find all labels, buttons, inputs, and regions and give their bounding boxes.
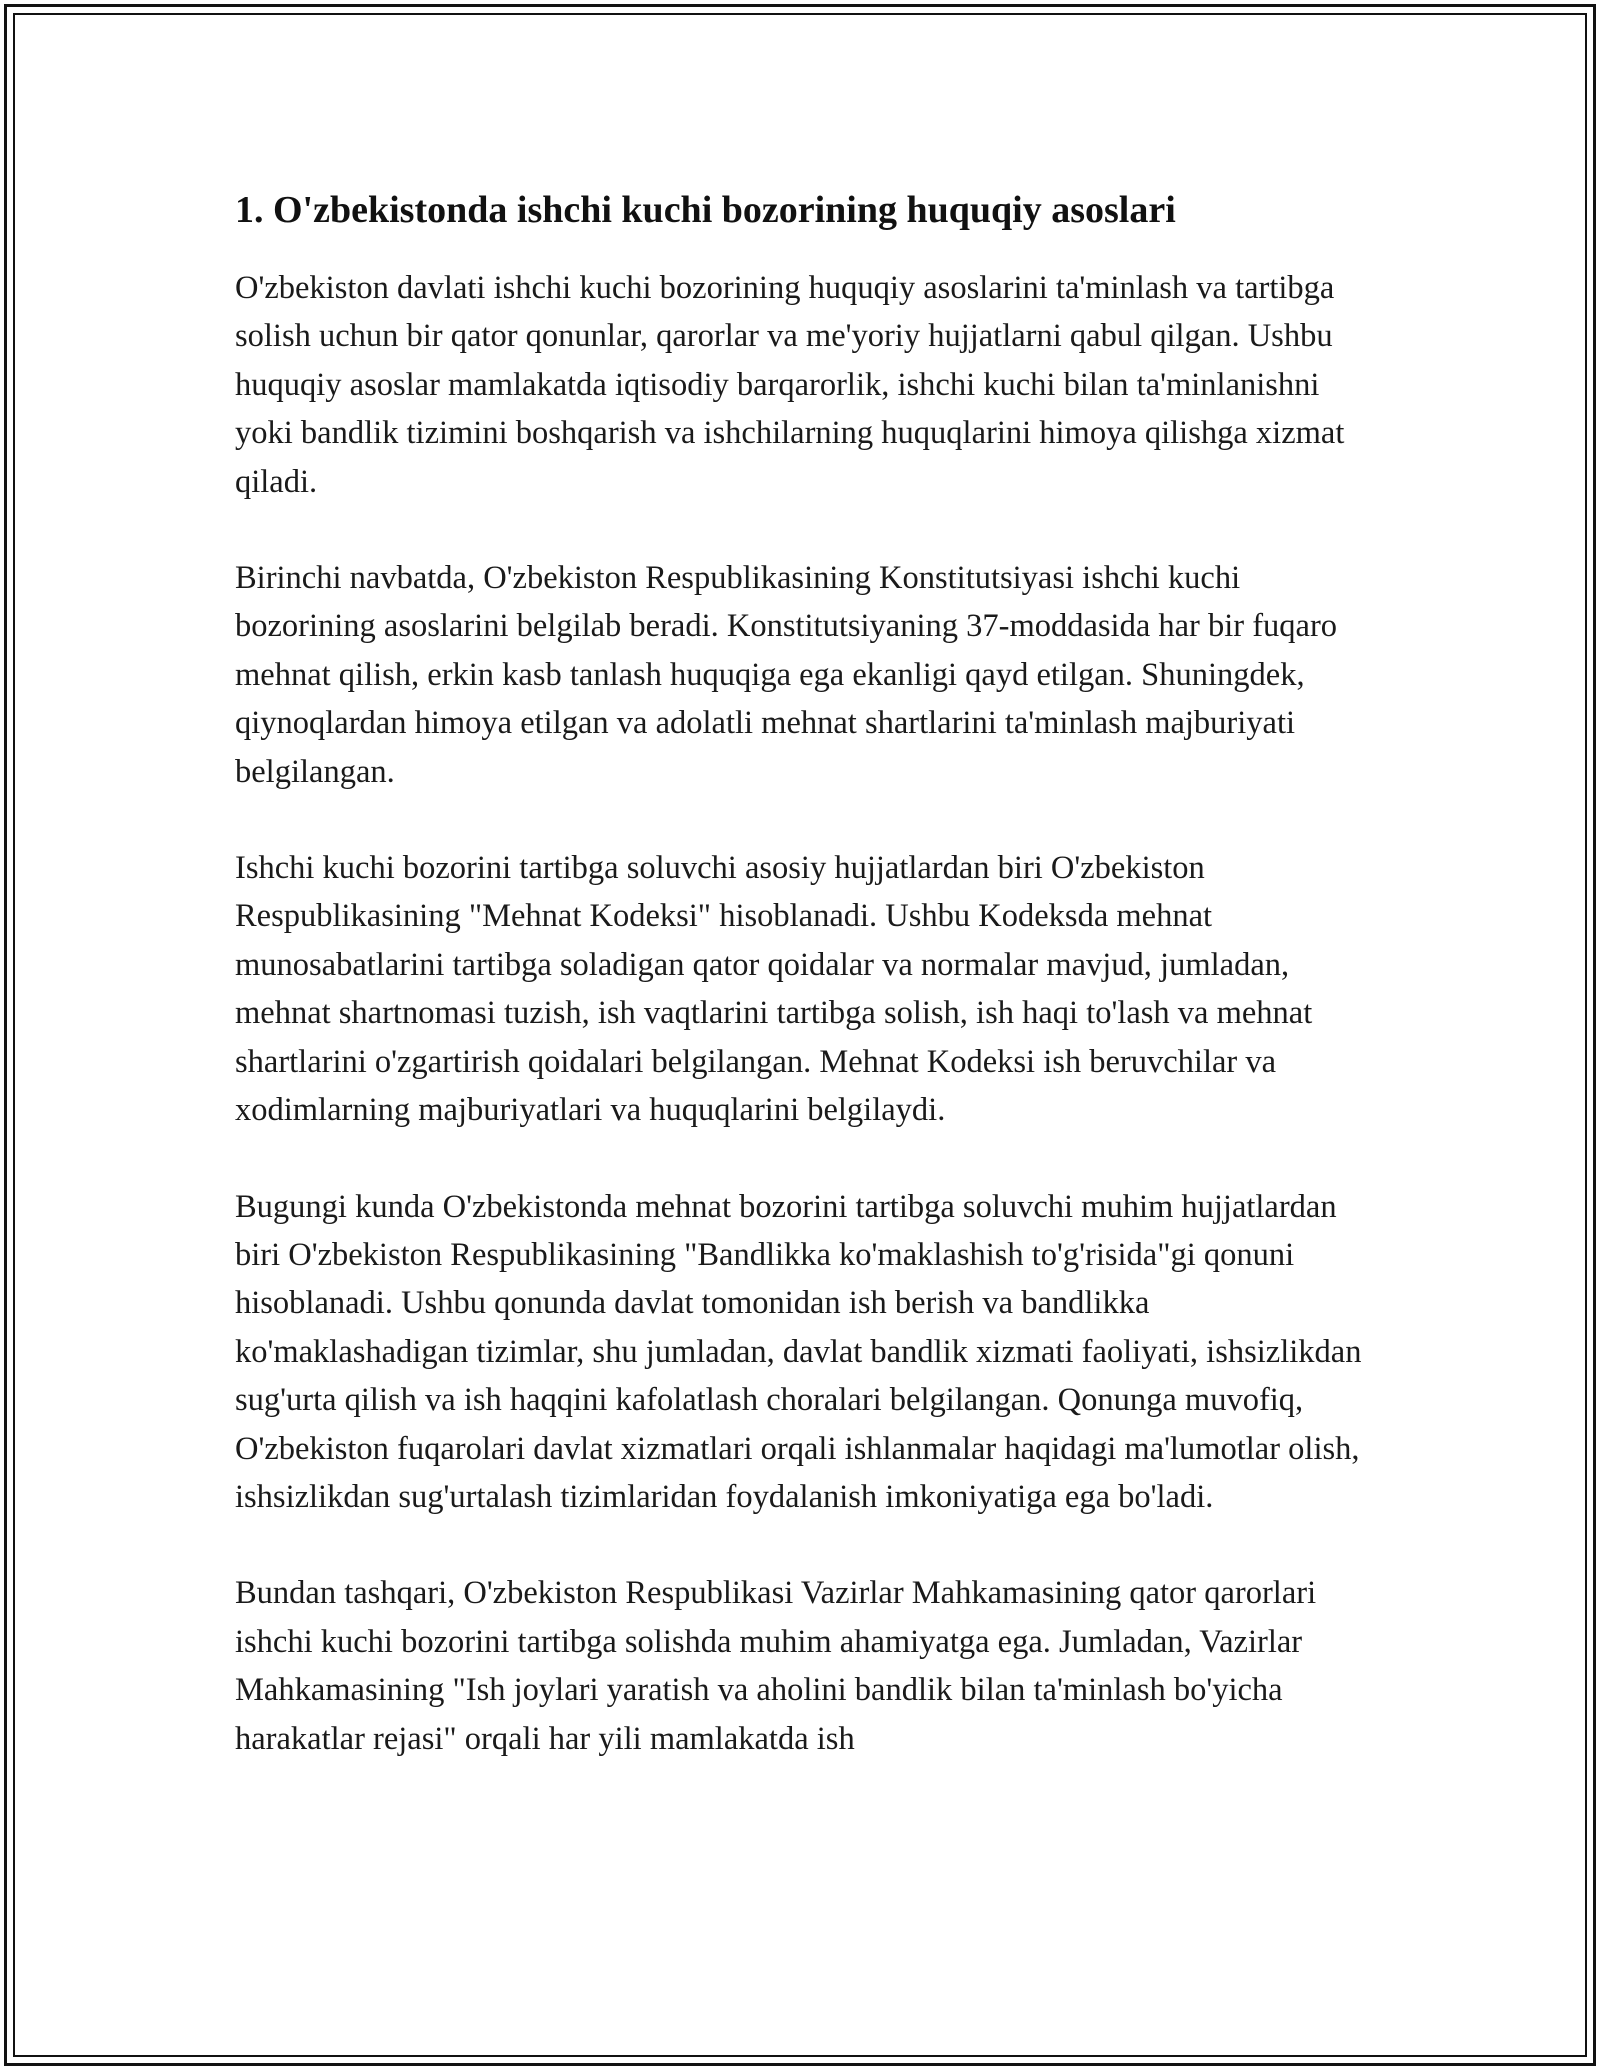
paragraph-1: O'zbekiston davlati ishchi kuchi bozorining huquqiy asoslarini ta'minlash va tartibga solish uchun bir qator qonunlar, qarorlar va me'yoriy hujjatlarni qabul qilgan. Ushbu huquqiy asoslar mamlakatda iqtisodiy barqarorlik, ishchi kuchi bilan ta'minlanishni yoki bandlik tizimini boshqarish va ishchilarning huquqlarini himoya qilishga xizmat qiladi. [235, 270, 1345, 500]
paragraph-2: Birinchi navbatda, O'zbekiston Respublikasining Konstitutsiyasi ishchi kuchi bozorining asoslarini belgilab beradi. Konstitutsiyaning 37-moddasida har bir fuqaro mehnat qilish, erkin kasb tanlash huquqiga ega ekanligi qayd etilgan. Shuningdek, qiynoqlardan himoya etilgan va adolatli mehnat shartlarini ta'minlash majburiyati belgilangan. [235, 560, 1338, 790]
paragraph-3: Ishchi kuchi bozorini tartibga soluvchi asosiy hujjatlardan biri O'zbekiston Respublikasining "Mehnat Kodeksi" hisoblanadi. Ushbu Kodeksda mehnat munosabatlarini tartibga soladigan qator qoidalar va normalar mavjud, jumladan, mehnat shartnomasi tuzish, ish vaqtlarini tartibga solish, ish haqi to'lash va mehnat shartlarini o'zgartirish qoidalari belgilangan. Mehnat Kodeksi ish beruvchilar va xodimlarning majburiyatlari va huquqlarini belgilaydi. [235, 850, 1313, 1129]
document-body [235, 186, 1375, 1811]
paragraph-4: Bugungi kunda O'zbekistonda mehnat bozorini tartibga soluvchi muhim hujjatlardan biri O'zbekiston Respublikasining "Bandlikka ko'maklashish to'g'risida"gi qonuni hisoblanadi. Ushbu qonunda davlat tomonidan ish berish va bandlikka ko'maklashadigan tizimlar, shu jumladan, davlat bandlik xizmati faoliyati, ishsizlikdan sug'urta qilish va ish haqqini kafolatlash choralari belgilangan. Qonunga muvofiq, O'zbekiston fuqarolari davlat xizmatlari orqali ishlanmalar haqidagi ma'lumotlar olish, ishsizlikdan sug'urtalash tizimlaridan foydalanish imkoniyatiga ega bo'ladi. [235, 1188, 1362, 1515]
paragraph-5: Bundan tashqari, O'zbekiston Respublikasi Vazirlar Mahkamasining qator qarorlari ishchi kuchi bozorini tartibga solishda muhim ahamiyatga ega. Jumladan, Vazirlar Mahkamasining "Ish joylari yaratish va aholini bandlik bilan ta'minlash bo'yicha harakatlar rejasi" orqali har yili mamlakatda ish [235, 1575, 1317, 1757]
section-heading: 1. O'zbekistonda ishchi kuchi bozorining huquqiy asoslari [235, 189, 1176, 231]
